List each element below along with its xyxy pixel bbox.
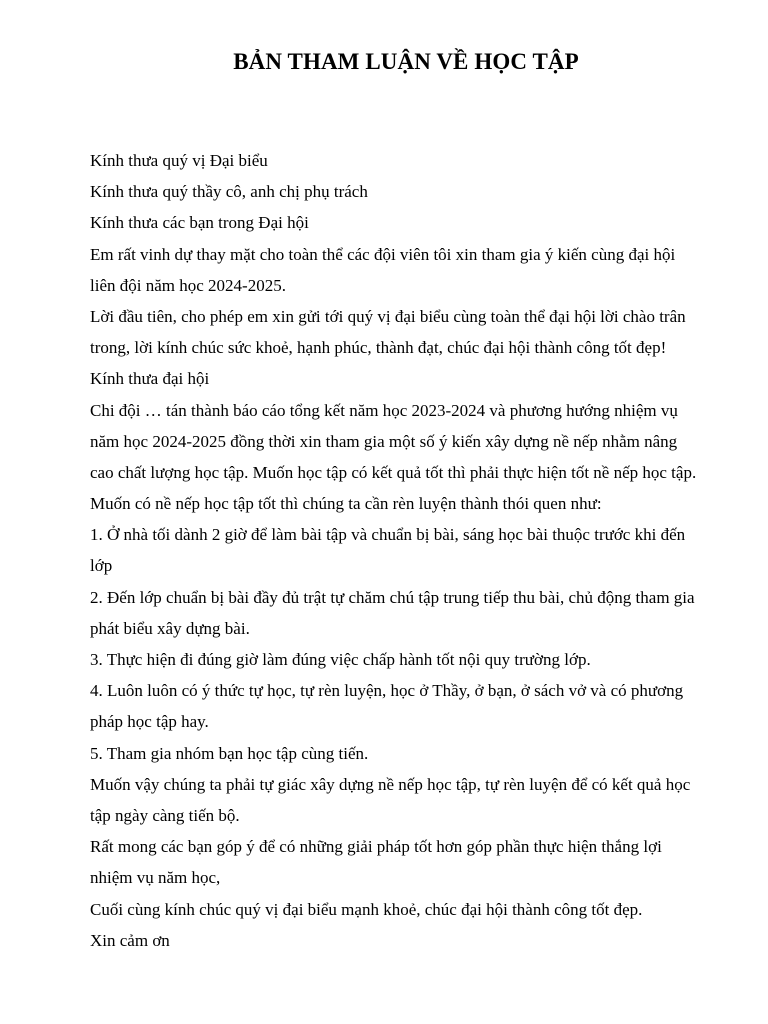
body-line: lớp: [90, 556, 113, 576]
body-line: năm học 2024-2025 đồng thời xin tham gia một số ý kiến xây dựng nề nếp nhằm nâng: [90, 431, 678, 451]
body-line: Cuối cùng kính chúc quý vị đại biểu mạnh khoẻ, chúc đại hội thành công tốt đẹp.: [90, 899, 643, 919]
body-line: phát biểu xây dựng bài.: [90, 618, 250, 638]
body-line: nhiệm vụ năm học,: [90, 868, 221, 888]
body-line: 1. Ở nhà tối dành 2 giờ để làm bài tập và chuẩn bị bài, sáng học bài thuộc trước khi đến: [90, 525, 686, 545]
document-title: BẢN THAM LUẬN VỀ HỌC TẬP: [233, 49, 579, 74]
body-line: Kính thưa quý vị Đại biểu: [90, 151, 268, 170]
body-line: Kính thưa quý thầy cô, anh chị phụ trách: [90, 182, 368, 202]
body-line: tập ngày càng tiến bộ.: [90, 805, 240, 825]
body-line: 5. Tham gia nhóm bạn học tập cùng tiến.: [90, 743, 369, 763]
body-line: Chi đội … tán thành báo cáo tổng kết năm học 2023-2024 và phương hướng nhiệm vụ: [90, 400, 678, 420]
body-line: 3. Thực hiện đi đúng giờ làm đúng việc chấp hành tốt nội quy trường lớp.: [90, 650, 591, 669]
body-line: Muốn có nề nếp học tập tốt thì chúng ta cần rèn luyện thành thói quen như:: [90, 494, 602, 514]
body-line: Em rất vinh dự thay mặt cho toàn thể các đội viên tôi xin tham gia ý kiến cùng đại hội: [90, 244, 676, 264]
body-line: Lời đầu tiên, cho phép em xin gửi tới quý vị đại biểu cùng toàn thể đại hội lời chào trân: [90, 306, 686, 326]
body-line: liên đội năm học 2024-2025.: [90, 275, 286, 295]
body-line: Kính thưa các bạn trong Đại hội: [90, 213, 309, 233]
body-line: Rất mong các bạn góp ý để có những giải pháp tốt hơn góp phần thực hiện thắng lợi: [90, 837, 662, 857]
body-line: 4. Luôn luôn có ý thức tự học, tự rèn luyện, học ở Thầy, ở bạn, ở sách vở và có phương: [90, 681, 684, 701]
body-line: cao chất lượng học tập. Muốn học tập có kết quả tốt thì phải thực hiện tốt nề nếp học tập.: [90, 462, 697, 482]
body-line: Xin cảm ơn: [90, 930, 170, 950]
document-body: [90, 145, 730, 956]
body-line: Kính thưa đại hội: [90, 369, 210, 389]
body-line: pháp học tập hay.: [90, 712, 209, 732]
body-line: 2. Đến lớp chuẩn bị bài đầy đủ trật tự chăm chú tập trung tiếp thu bài, chủ động tham gia: [90, 587, 695, 607]
body-line: trong, lời kính chúc sức khoẻ, hạnh phúc, thành đạt, chúc đại hội thành công tốt đẹp!: [90, 338, 667, 358]
body-line: Muốn vậy chúng ta phải tự giác xây dựng nề nếp học tập, tự rèn luyện để có kết quả học: [90, 774, 691, 794]
